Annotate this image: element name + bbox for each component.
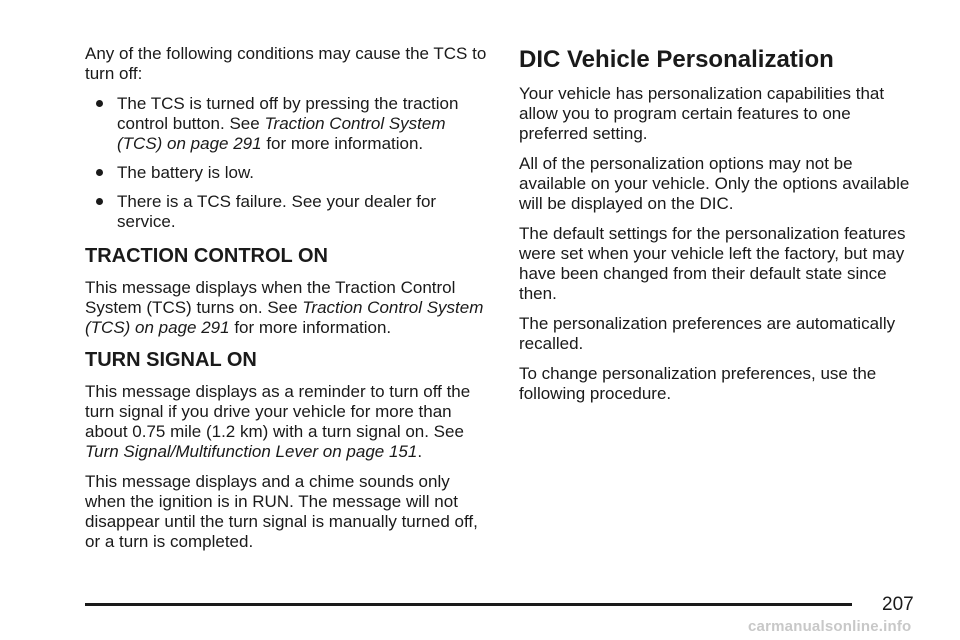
list-item: There is a TCS failure. See your dealer for service. <box>85 192 495 232</box>
footer-rule <box>85 603 852 606</box>
cross-reference: Turn Signal/Multifunction Lever on page 151 <box>85 442 418 461</box>
body-text-tail: . <box>417 442 423 461</box>
page-number: 207 <box>882 594 914 615</box>
paragraph: The personalization preferences are automatically recalled. <box>519 314 896 353</box>
left-column <box>85 44 495 562</box>
paragraph: The default settings for the personalization features were set when your vehicle left the factory, but may have been changed from their default state since then. <box>519 224 906 303</box>
body-text: This message displays as a reminder to turn off the turn signal if you drive your vehicle for more than about 0.75 mile (1.2 km) with a turn signal on. See <box>85 382 471 441</box>
page-title: DIC Vehicle Personalization <box>519 46 834 73</box>
right-column <box>519 44 924 414</box>
paragraph: To change personalization preferences, use the following procedure. <box>519 364 877 403</box>
turn-signal-chime-text: This message displays and a chime sounds only when the ignition is in RUN. The message will not disappear until the turn signal is manually turned off, or a turn is completed. <box>85 472 478 551</box>
cross-reference: Traction Control System (TCS) on page 291 <box>117 114 446 153</box>
body-text: This message displays when the Traction Control System (TCS) turns on. See <box>85 278 456 317</box>
list-item: The battery is low. <box>85 163 495 183</box>
paragraph: Your vehicle has personalization capabilities that allow you to program certain features to one preferred setting. <box>519 84 885 143</box>
body-text-tail: for more information. <box>229 318 392 337</box>
section-heading-turn-signal-on: TURN SIGNAL ON <box>85 349 257 371</box>
cross-reference: Traction Control System (TCS) on page 291 <box>85 298 484 337</box>
section-heading-traction-control-on: TRACTION CONTROL ON <box>85 245 328 267</box>
turn-signal-on-text <box>85 382 495 462</box>
watermark: carmanualsonline.info <box>748 618 912 635</box>
paragraph: All of the personalization options may not be available on your vehicle. Only the options available will be displayed on the DIC. <box>519 154 910 213</box>
bullet-tail: for more information. <box>261 134 424 153</box>
tcs-conditions-list <box>85 94 495 232</box>
list-item <box>85 94 495 154</box>
bullet-text: The TCS is turned off by pressing the traction control button. See <box>117 94 459 133</box>
tcs-intro: Any of the following conditions may cause the TCS to turn off: <box>85 44 487 83</box>
traction-control-on-text <box>85 278 495 338</box>
